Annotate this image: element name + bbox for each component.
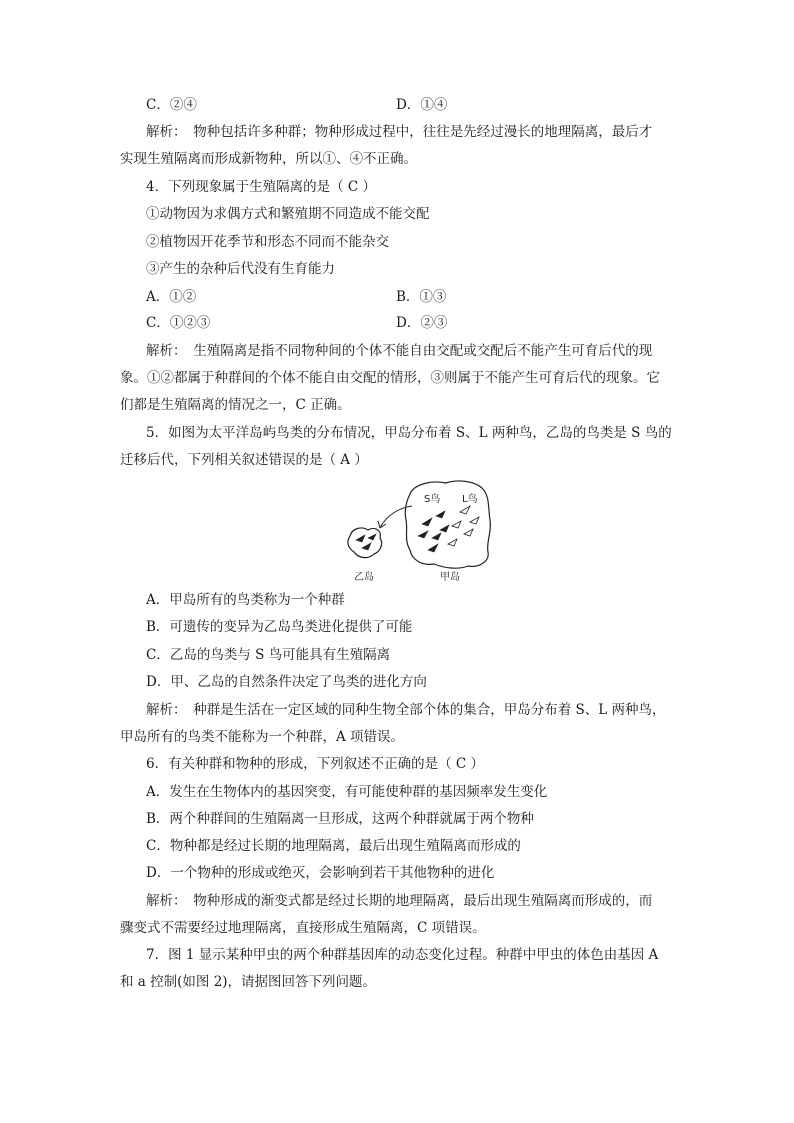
q6-option-d: D．一个物种的形成或绝灭，会影响到若干其他物种的进化 (146, 865, 495, 881)
q5-option-c: C．乙岛的鸟类与 S 鸟可能具有生殖隔离 (146, 647, 391, 663)
label-l-bird: L鸟 (462, 494, 478, 505)
q6-explanation-line-2: 骤变式不需要经过地理隔离，直接形成生殖隔离，C 项错误。 (120, 920, 486, 936)
yi-island-outline (348, 528, 382, 558)
q7-stem-line-1: 7．图 1 显示某种甲虫的两个种群基因库的动态变化过程。种群中甲虫的体色由基因 A (146, 947, 659, 963)
q5-explanation-line-2: 甲岛所有的鸟类不能称为一个种群，A 项错误。 (120, 729, 405, 745)
q4-item-1: ①动物因为求偶方式和繁殖期不同造成不能交配 (146, 206, 430, 222)
jia-island-outline (405, 481, 490, 568)
q5-option-b: B．可遗传的变异为乙岛鸟类进化提供了可能 (146, 619, 413, 635)
q6-option-c: C．物种都是经过长期的地理隔离，最后出现生殖隔离而形成的 (146, 838, 521, 854)
q4-option-d: D．②③ (396, 315, 448, 331)
q4-item-2: ②植物因开花季节和形态不同而不能杂交 (146, 234, 389, 250)
q4-explanation-line-1: 解析： 生殖隔离是指不同物种间的个体不能自由交配或交配后不能产生可育后代的现 (146, 343, 653, 359)
q3-option-c: C．②④ (146, 97, 197, 113)
q5-option-d: D．甲、乙岛的自然条件决定了鸟类的进化方向 (146, 674, 427, 690)
q3-explanation-line-2: 实现生殖隔离而形成新物种，所以①、④不正确。 (120, 151, 417, 167)
q6-option-b: B．两个种群间的生殖隔离一旦形成，这两个种群就属于两个物种 (146, 811, 534, 827)
q4-explanation-line-2: 象。①②都属于种群间的个体不能自由交配的情形，③则属于不能产生可育后代的现象。它 (120, 370, 660, 386)
q3-explanation-line-1: 解析： 物种包括许多种群；物种形成过程中，往往是先经过漫长的地理隔离，最后才 (146, 124, 653, 140)
q4-item-3: ③产生的杂种后代没有生育能力 (146, 261, 335, 277)
q7-stem-line-2: 和 a 控制(如图 2)，请据图回答下列问题。 (120, 974, 377, 990)
q4-option-b: B．①③ (396, 289, 447, 305)
q4-option-a: A．①② (146, 289, 197, 305)
q4-option-c: C．①②③ (146, 315, 211, 331)
q5-explanation-line-1: 解析： 种群是生活在一定区域的同种生物全部个体的集合，甲岛分布着 S、L 两种鸟， (146, 702, 666, 718)
island-diagram-svg (340, 476, 500, 586)
q6-explanation-line-1: 解析： 物种形成的渐变式都是经过长期的地理隔离，最后出现生殖隔离而形成的，而 (146, 893, 653, 909)
q4-explanation-line-3: 们都是生殖隔离的情况之一，C 正确。 (120, 397, 351, 413)
q4-stem: 4．下列现象属于生殖隔离的是（ C ） (146, 179, 377, 195)
q5-option-a: A．甲岛所有的鸟类称为一个种群 (146, 592, 345, 608)
q6-stem: 6．有关种群和物种的形成，下列叙述不正确的是（ C ） (146, 756, 485, 772)
label-s-bird: S鸟 (424, 494, 441, 505)
caption-jia-island: 甲岛 (440, 572, 460, 583)
caption-yi-island: 乙岛 (354, 572, 374, 583)
q3-option-d: D．①④ (396, 97, 448, 113)
island-bird-figure (340, 476, 500, 586)
q5-stem-line-2: 迁移后代，下列相关叙述错误的是（ A ） (120, 452, 368, 468)
q6-option-a: A．发生在生物体内的基因突变，有可能使种群的基因频率发生变化 (146, 784, 548, 800)
q5-stem-line-1: 5．如图为太平洋岛屿鸟类的分布情况，甲岛分布着 S、L 两种鸟，乙岛的鸟类是 S 鸟的 (146, 425, 672, 441)
